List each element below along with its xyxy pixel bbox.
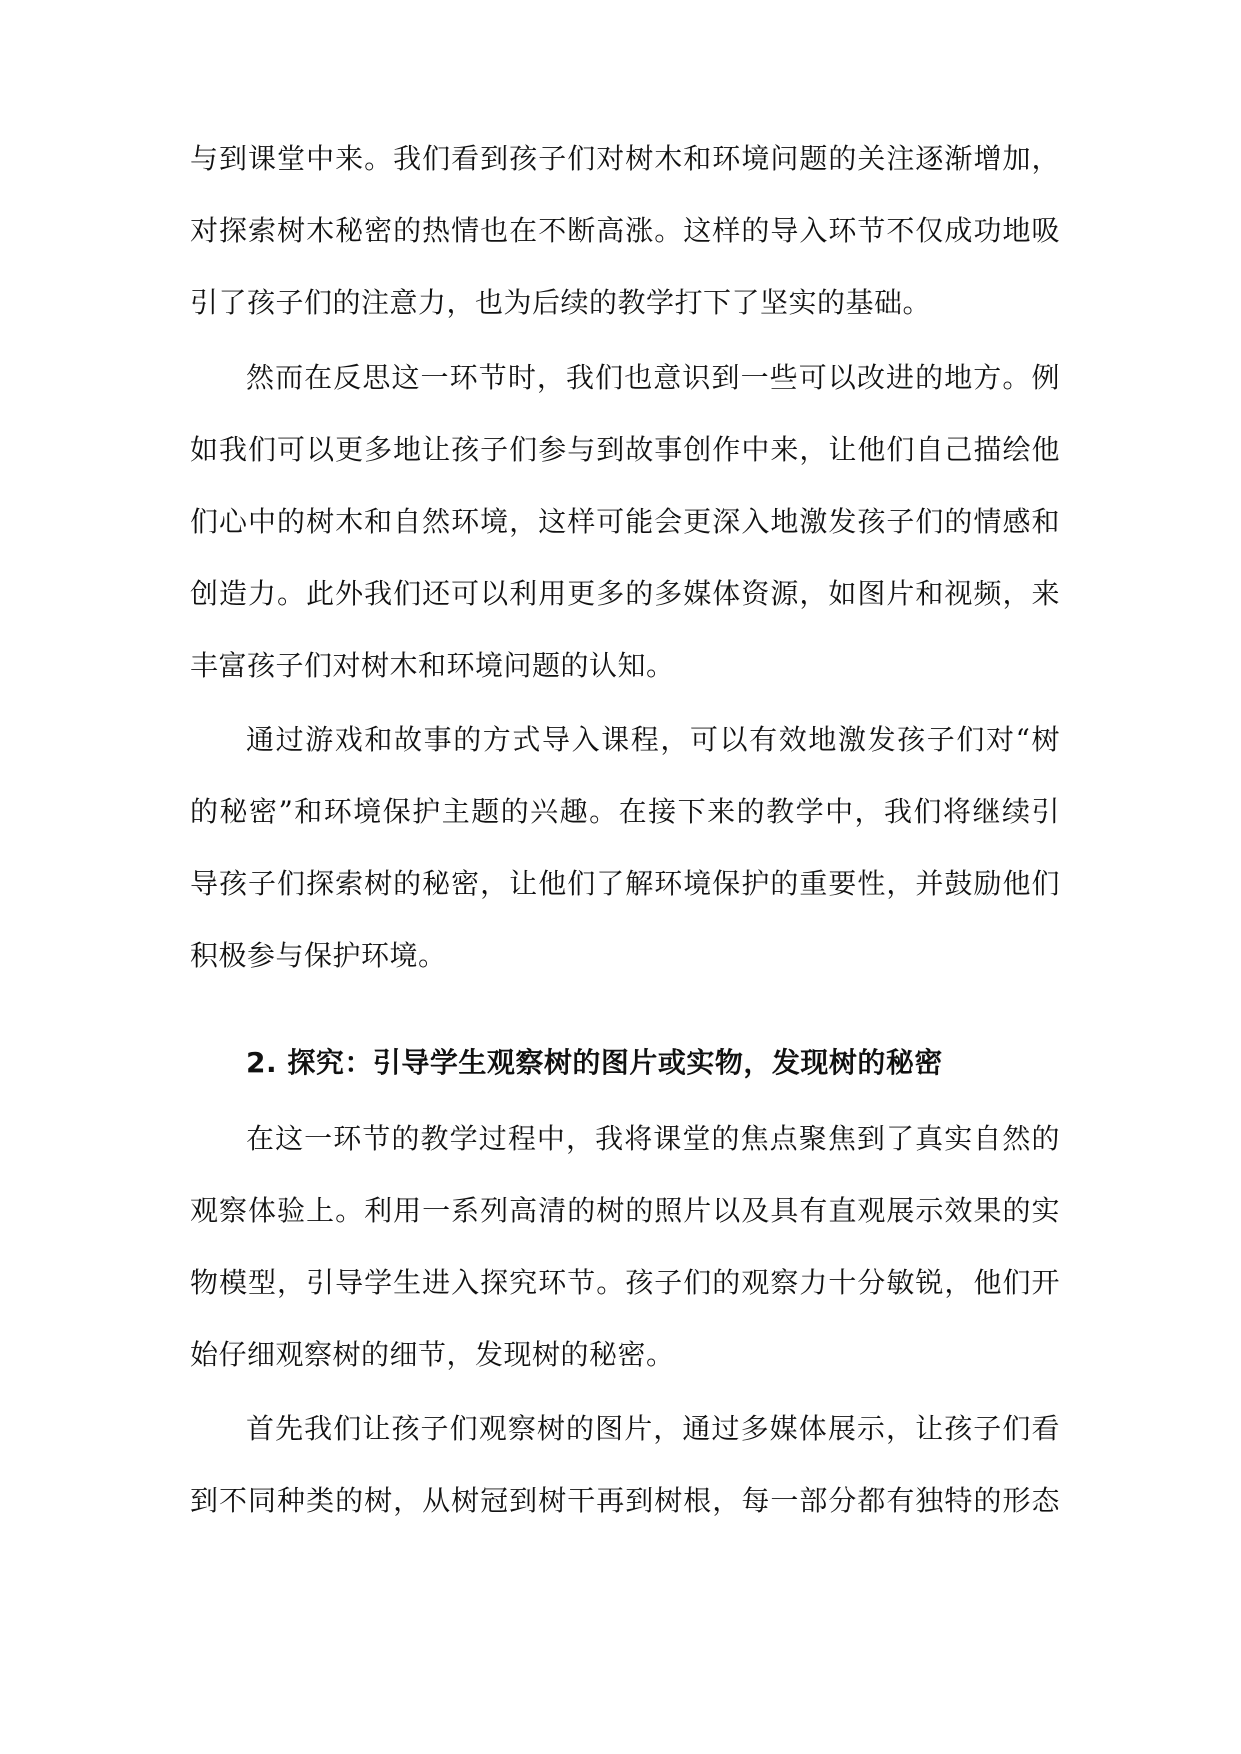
section-heading: 2. 探究：引导学生观察树的图片或实物，发现树的秘密 [246,1046,943,1079]
text-line: 对探索树木秘密的热情也在不断高涨。这样的导入环节不仅成功地吸 [190,214,1060,247]
text-line: 导孩子们探索树的秘密，让他们了解环境保护的重要性，并鼓励他们 [190,867,1060,900]
text-line: 与到课堂中来。我们看到孩子们对树木和环境问题的关注逐渐增加， [190,142,1060,175]
text-line: 在这一环节的教学过程中，我将课堂的焦点聚焦到了真实自然的 [246,1122,1060,1155]
text-line: 引了孩子们的注意力，也为后续的教学打下了坚实的基础。 [190,286,932,319]
text-line: 到不同种类的树，从树冠到树干再到树根，每一部分都有独特的形态 [190,1484,1060,1517]
text-line: 物模型，引导学生进入探究环节。孩子们的观察力十分敏锐，他们开 [190,1266,1060,1299]
text-line: 如我们可以更多地让孩子们参与到故事创作中来，让他们自己描绘他 [190,433,1060,466]
text-line: 们心中的树木和自然环境，这样可能会更深入地激发孩子们的情感和 [190,505,1060,538]
text-line: 积极参与保护环境。 [190,939,447,972]
text-line: 观察体验上。利用一系列高清的树的照片以及具有直观展示效果的实 [190,1194,1060,1227]
text-line: 丰富孩子们对树木和环境问题的认知。 [190,649,675,682]
text-line: 通过游戏和故事的方式导入课程，可以有效地激发孩子们对“树 [246,723,1060,756]
text-line: 创造力。此外我们还可以利用更多的多媒体资源，如图片和视频，来 [190,577,1060,610]
text-line: 始仔细观察树的细节，发现树的秘密。 [190,1338,675,1371]
text-line: 首先我们让孩子们观察树的图片，通过多媒体展示，让孩子们看 [246,1412,1060,1445]
text-line: 然而在反思这一环节时，我们也意识到一些可以改进的地方。例 [246,361,1060,394]
text-line: 的秘密”和环境保护主题的兴趣。在接下来的教学中，我们将继续引 [190,795,1060,828]
